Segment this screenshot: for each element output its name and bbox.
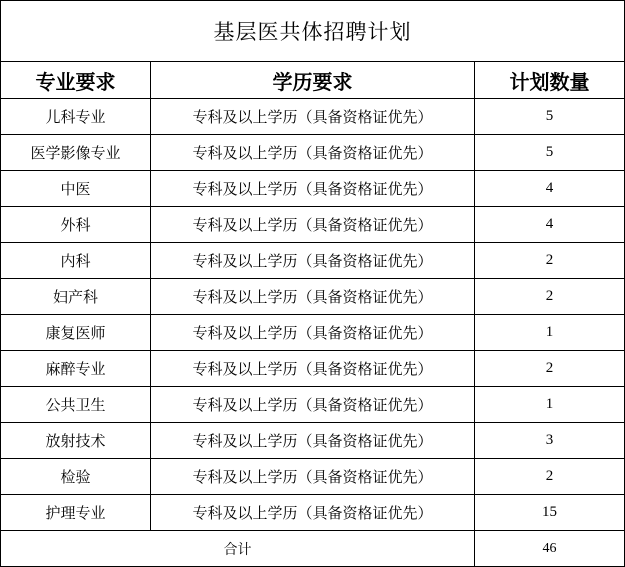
table-title: 基层医共体招聘计划 — [1, 1, 625, 62]
table-row — [1, 387, 625, 423]
cell-major: 中医 — [1, 171, 151, 207]
cell-major: 公共卫生 — [1, 387, 151, 423]
cell-education: 专科及以上学历（具备资格证优先） — [151, 279, 475, 315]
total-count: 46 — [475, 531, 625, 567]
cell-education: 专科及以上学历（具备资格证优先） — [151, 207, 475, 243]
header-row — [1, 62, 625, 99]
cell-education: 专科及以上学历（具备资格证优先） — [151, 243, 475, 279]
cell-education: 专科及以上学历（具备资格证优先） — [151, 387, 475, 423]
table-row — [1, 279, 625, 315]
cell-major: 儿科专业 — [1, 99, 151, 135]
cell-education: 专科及以上学历（具备资格证优先） — [151, 135, 475, 171]
title-row — [1, 1, 625, 62]
table-row — [1, 99, 625, 135]
table-row — [1, 423, 625, 459]
cell-major: 妇产科 — [1, 279, 151, 315]
table-row — [1, 351, 625, 387]
cell-count: 1 — [475, 315, 625, 351]
cell-count: 2 — [475, 279, 625, 315]
table-body — [1, 99, 625, 531]
cell-major: 护理专业 — [1, 495, 151, 531]
cell-count: 4 — [475, 171, 625, 207]
cell-major: 放射技术 — [1, 423, 151, 459]
cell-education: 专科及以上学历（具备资格证优先） — [151, 459, 475, 495]
cell-count: 2 — [475, 351, 625, 387]
table-row — [1, 495, 625, 531]
cell-education: 专科及以上学历（具备资格证优先） — [151, 495, 475, 531]
cell-major: 康复医师 — [1, 315, 151, 351]
table-row — [1, 243, 625, 279]
total-row — [1, 531, 625, 567]
cell-education: 专科及以上学历（具备资格证优先） — [151, 423, 475, 459]
cell-count: 2 — [475, 243, 625, 279]
table-row — [1, 135, 625, 171]
column-header-count: 计划数量 — [475, 62, 625, 99]
table-row — [1, 171, 625, 207]
total-label: 合计 — [1, 531, 475, 567]
cell-major: 外科 — [1, 207, 151, 243]
cell-count: 3 — [475, 423, 625, 459]
cell-count: 15 — [475, 495, 625, 531]
cell-education: 专科及以上学历（具备资格证优先） — [151, 99, 475, 135]
cell-major: 医学影像专业 — [1, 135, 151, 171]
cell-count: 5 — [475, 135, 625, 171]
table-row — [1, 207, 625, 243]
cell-count: 4 — [475, 207, 625, 243]
cell-count: 2 — [475, 459, 625, 495]
cell-major: 内科 — [1, 243, 151, 279]
cell-count: 1 — [475, 387, 625, 423]
column-header-major: 专业要求 — [1, 62, 151, 99]
cell-major: 检验 — [1, 459, 151, 495]
cell-education: 专科及以上学历（具备资格证优先） — [151, 171, 475, 207]
cell-education: 专科及以上学历（具备资格证优先） — [151, 315, 475, 351]
cell-count: 5 — [475, 99, 625, 135]
column-header-education: 学历要求 — [151, 62, 475, 99]
cell-education: 专科及以上学历（具备资格证优先） — [151, 351, 475, 387]
table-row — [1, 315, 625, 351]
table-row — [1, 459, 625, 495]
cell-major: 麻醉专业 — [1, 351, 151, 387]
